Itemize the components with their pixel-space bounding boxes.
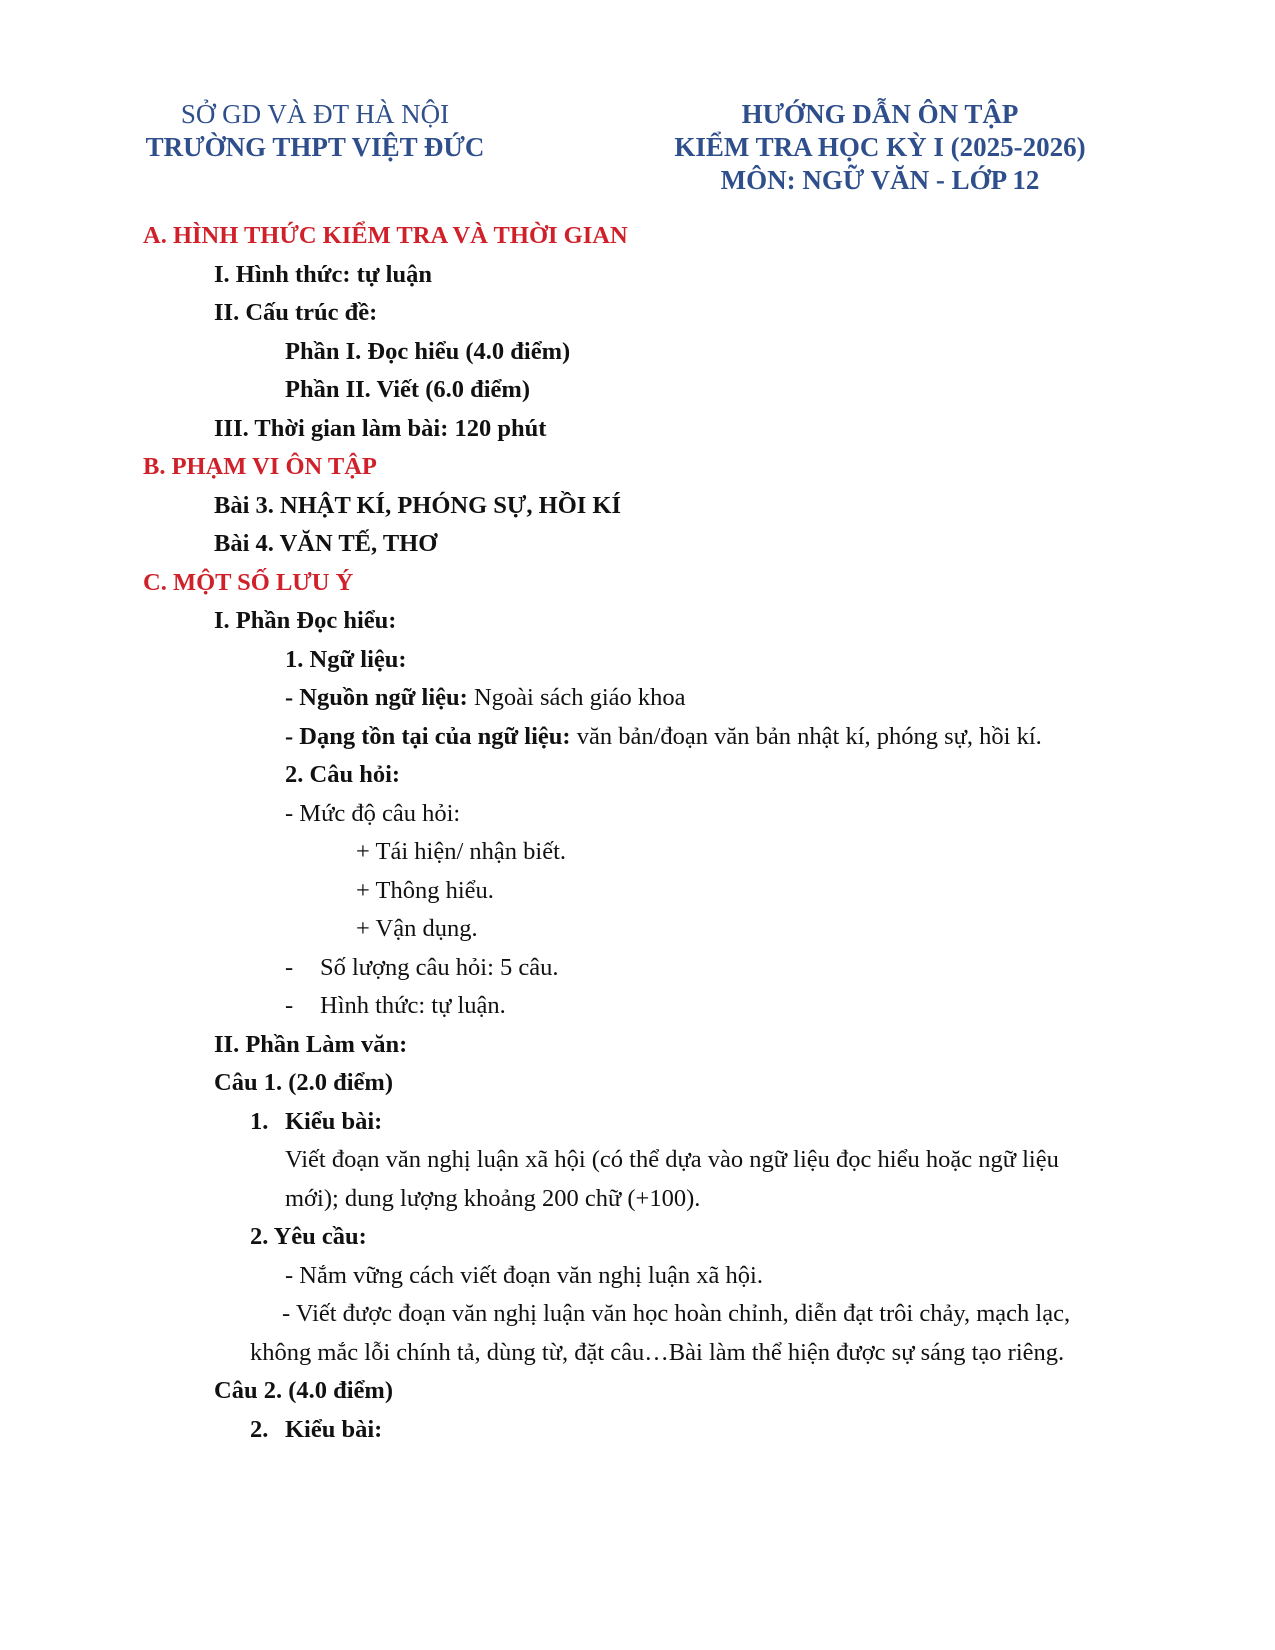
question-1-kind-title: Kiểu bài: <box>285 1108 383 1135</box>
question-level-item: + Thông hiểu. <box>356 877 494 904</box>
question-1-requirement: - Nắm vững cách viết đoạn văn nghị luận xã hội. <box>285 1262 763 1289</box>
material-source-value: Ngoài sách giáo khoa <box>467 684 686 711</box>
question-1-requirements-title: 2. Yêu cầu: <box>250 1223 367 1250</box>
question-1-title: Câu 1. (2.0 điểm) <box>214 1069 393 1096</box>
exam-time: III. Thời gian làm bài: 120 phút <box>214 415 547 442</box>
question-1-requirement: - Viết được đoạn văn nghị luận văn học hoàn chỉnh, diễn đạt trôi chảy, mạch lạc, <box>282 1300 1071 1327</box>
exam-title: KIỂM TRA HỌC KỲ I (2025-2026) <box>674 132 1086 162</box>
exam-format: I. Hình thức: tự luận <box>214 261 432 288</box>
document-title-block <box>650 98 1110 197</box>
question-count: Số lượng câu hỏi: 5 câu. <box>320 954 559 981</box>
question-1-requirement: không mắc lỗi chính tả, dùng từ, đặt câu…Bài làm thể hiện được sự sáng tạo riêng. <box>250 1339 1065 1366</box>
section-c-heading: C. MỘT SỐ LƯU Ý <box>143 569 354 596</box>
list-dash: - <box>285 954 294 981</box>
material-form-label: - Dạng tồn tại của ngữ liệu: <box>285 723 571 750</box>
school-name: TRƯỜNG THPT VIỆT ĐỨC <box>145 132 485 162</box>
list-number: 2. <box>250 1416 269 1443</box>
question-2-title: Câu 2. (4.0 điểm) <box>214 1377 393 1404</box>
writing-part-title: II. Phần Làm văn: <box>214 1031 408 1058</box>
department-name: SỞ GD VÀ ĐT HÀ NỘI <box>180 99 450 129</box>
section-a-heading: A. HÌNH THỨC KIỂM TRA VÀ THỜI GIAN <box>143 222 628 249</box>
material-source-label: - Nguồn ngữ liệu: <box>285 684 468 711</box>
material-title: 1. Ngữ liệu: <box>285 646 407 673</box>
question-level-item: + Tái hiện/ nhận biết. <box>356 838 566 865</box>
document-title: HƯỚNG DẪN ÔN TẬP <box>741 99 1019 129</box>
question-level-title: - Mức độ câu hỏi: <box>285 800 461 827</box>
exam-part-1: Phần I. Đọc hiểu (4.0 điểm) <box>285 338 571 365</box>
reading-part-title: I. Phần Đọc hiểu: <box>214 607 397 634</box>
question-type: Hình thức: tự luận. <box>320 992 506 1019</box>
material-source <box>285 683 686 713</box>
exam-structure-title: II. Cấu trúc đề: <box>214 299 378 326</box>
list-number: 1. <box>250 1108 269 1135</box>
material-form-value: văn bản/đoạn văn bản nhật kí, phóng sự, hồi kí. <box>570 723 1042 750</box>
questions-title: 2. Câu hỏi: <box>285 761 401 788</box>
question-1-kind-text: mới); dung lượng khoảng 200 chữ (+100). <box>285 1185 701 1212</box>
list-dash: - <box>285 992 294 1019</box>
exam-part-2: Phần II. Viết (6.0 điểm) <box>285 376 530 403</box>
question-1-kind-text: Viết đoạn văn nghị luận xã hội (có thể dựa vào ngữ liệu đọc hiểu hoặc ngữ liệu <box>285 1146 1059 1173</box>
subject-title: MÔN: NGỮ VĂN - LỚP 12 <box>720 165 1040 195</box>
material-form <box>285 722 1042 752</box>
lesson-3: Bài 3. NHẬT KÍ, PHÓNG SỰ, HỒI KÍ <box>214 492 622 519</box>
question-2-kind-title: Kiểu bài: <box>285 1416 383 1443</box>
question-level-item: + Vận dụng. <box>356 915 478 942</box>
section-b-heading: B. PHẠM VI ÔN TẬP <box>143 453 377 480</box>
school-header <box>115 98 515 164</box>
lesson-4: Bài 4. VĂN TẾ, THƠ <box>214 530 438 557</box>
